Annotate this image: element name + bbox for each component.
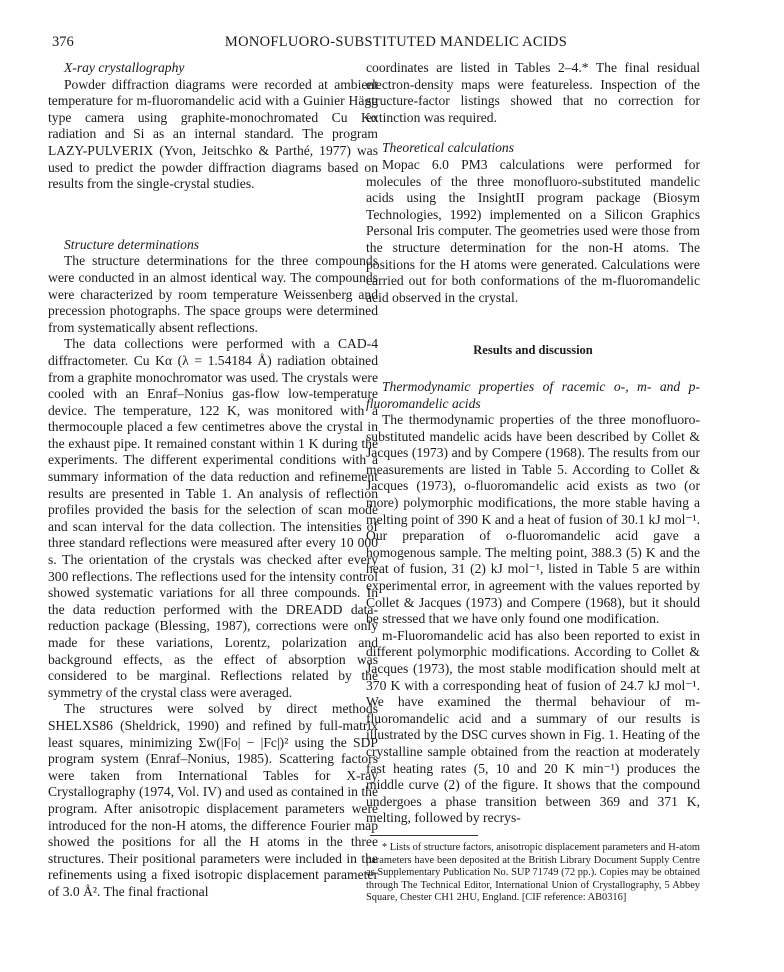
paragraph-structure-2: The data collections were performed with a CAD-4 diffractometer. Cu Kα (λ = 1.54184 Å) radiation obtained from a graphite monochromator was used. The crystals were cooled with an Enraf–Nonius gas-flow low-temperature device. The temperature, 122 K, was monitored with a thermocouple placed a few centimetres above the crystal in the exhaust pipe. It remained constant within 1 K during the experiments. The different experimental conditions with a summary information of the data reduction and refinement results are presented in Table 1. An analysis of reflection profiles provided the basis for the selection of scan mode and scan interval for the data collection. The intensities of three standard reflections were measured after every 10 000 s. The orientation of the crystals was checked after every 300 reflections. The reflections used for the intensity control showed systematic variations for all three compounds. In the data reduction performed with the DREADD data-reduction package (Blessing, 1987), corrections were only made for these variations, Lorentz, polarization and background effects, as the effect of absorption was considered to be marginal. Reflections related by the symmetry of the crystal class were averaged.: [48, 336, 378, 700]
section-heading-theoretical: Theoretical calculations: [382, 140, 515, 156]
footnote: * Lists of structure factors, anisotropic displacement parameters and H-atom parameters have been deposited at the British Library Document Supply Centre as Supplementary Publication No. SUP 71749 (72 pp.). Copies may be obtained through The Technical Editor, International Union of Crystallography, 5 Abbey Square, Chester CH1 2HU, England. [CIF reference: AB0316]: [366, 841, 700, 904]
paragraph-thermodynamic-2: m-Fluoromandelic acid has also been reported to exist in different polymorphic modifications. According to Collet & Jacques (1973), the most stable modification should melt at 370 K with a corresponding heat of fusion of 24.7 kJ mol⁻¹. We have examined the thermal behaviour of m-fluoromandelic acid and a summary of our results is illustrated by the DSC curves shown in Fig. 1. Heating of the crystalline sample obtained from the reaction at moderately fast heating rates (5, 10 and 20 K min⁻¹) produces the middle curve (2) of the figure. It shows that the compound undergoes a phase transition between 369 and 371 K, melting, followed by recrys-: [366, 627, 700, 826]
right-column: [366, 60, 700, 905]
paragraph-thermodynamic-1: The thermodynamic properties of the three monofluoro-substituted mandelic acids have been described by Collet & Jacques (1973) and by Compere (1968). The results from our measurements are listed in Table 5. According to Collet & Jacques (1973), o-fluoromandelic acid exists as two (or more) polymorphic modifications, the more stable having a melting point of 390 K and a heat of fusion of 30.1 kJ mol⁻¹. Our preparation of o-fluoromandelic acid gave a homogenous sample. The melting point, 388.3 (5) K and the heat of fusion, 31 (2) kJ mol⁻¹, listed in Table 5 are within experimental error, in agreement with the values reported by Collet & Jacques (1973) and Compere (1968), but it should be stressed that we have only found one modification.: [366, 412, 700, 627]
section-heading-results: Results and discussion: [473, 343, 593, 358]
paragraph-xray: Powder diffraction diagrams were recorded at ambient temperature for m-fluoromandelic acid with a Guinier Hägg type camera using graphite-monochromated Cu Kα radiation and Si as an internal standard. The program LAZY-PULVERIX (Yvon, Jeitschko & Parthé, 1977) was used to predict the powder diffraction diagrams based on results from the single-crystal studies.: [48, 76, 378, 192]
page-number: 376: [52, 34, 74, 50]
left-column: [48, 60, 378, 901]
footnote-rule: [370, 835, 478, 836]
section-heading-structure: Structure determinations: [64, 236, 200, 252]
section-heading-thermodynamic: Thermodynamic properties of racemic o-, m- and p-fluoromandelic acids: [366, 378, 700, 411]
paragraph-continued: coordinates are listed in Tables 2–4.* The final residual electron-density maps were featureless. Inspection of the structure-factor listings showed that no correction for extinction was required.: [366, 60, 700, 125]
paragraph-structure-1: The structure determinations for the three compounds were conducted in an almost identical way. The compounds were characterized by room temperature Weissenberg and precession photographs. The space groups were determined from systematically absent reflections.: [48, 253, 378, 335]
running-title: MONOFLUORO-SUBSTITUTED MANDELIC ACIDS: [224, 34, 568, 50]
page-header: [52, 34, 740, 54]
section-heading-xray: X-ray crystallography: [64, 60, 185, 75]
paragraph-structure-3: The structures were solved by direct methods SHELXS86 (Sheldrick, 1990) and refined by full-matrix least squares, minimizing Σw(|Fo| − |Fc|)² using the SDP program system (Enraf–Nonius, 1985). Scattering factors were taken from International Tables for X-ray Crystallography (1974, Vol. IV) and used as contained in the program. After anisotropic displacement parameters were introduced for the non-H atoms, the difference Fourier map showed the positions for all the H atoms in the three structures. Their positional parameters were included in the refinements using a fixed isotropic displacement parameter of 3.0 Å². The final fractional: [48, 701, 378, 899]
paragraph-theoretical: Mopac 6.0 PM3 calculations were performed for molecules of the three monofluoro-substituted mandelic acids using the InsightII program package (Biosym Technologies, 1992) implemented on a Silicon Graphics Personal Iris computer. The geometries used were those from the structure determination for the non-H atoms. The positions for the H atoms were generated. Calculations were carried out for both conformations of the m-fluoromandelic acid observed in the crystal.: [366, 156, 700, 305]
